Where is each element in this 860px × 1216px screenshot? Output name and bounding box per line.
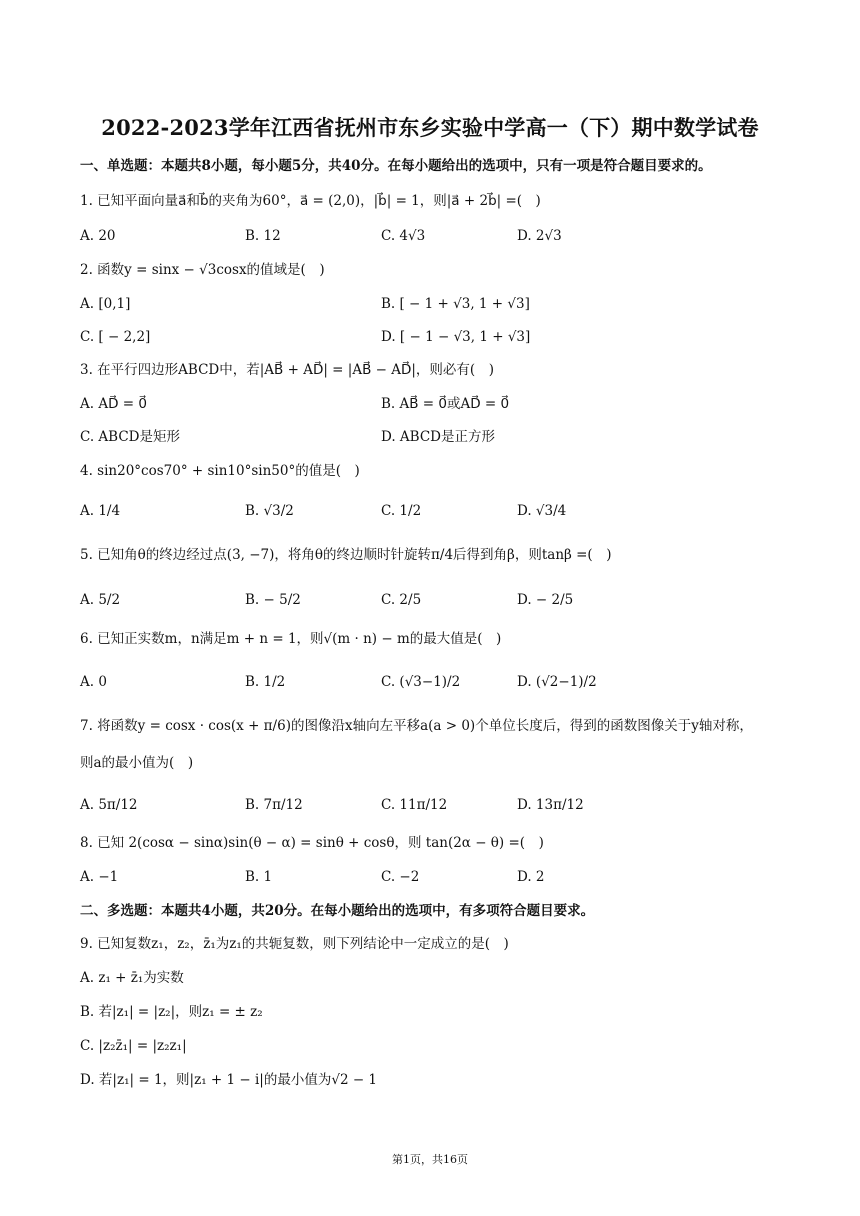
question-4-stem: 4. sin20°cos70° + sin10°sin50°的值是( ) [80, 463, 360, 479]
question-6-option-a: A. 0 [80, 674, 107, 690]
question-2-option-d: D. [ − 1 − √3, 1 + √3] [381, 329, 531, 345]
question-3-option-c: C. ABCD是矩形 [80, 429, 181, 445]
question-8-option-d: D. 2 [517, 869, 545, 885]
question-3-stem: 3. 在平行四边形ABCD中，若|AB⃗ + AD⃗| = |AB⃗ − AD⃗|，则必有( ) [80, 362, 494, 378]
question-2-stem: 2. 函数y = sinx − √3cosx的值域是( ) [80, 262, 325, 278]
question-1-option-a: A. 20 [80, 228, 116, 244]
question-1-option-b: B. 12 [245, 228, 281, 244]
question-3-option-d: D. ABCD是正方形 [381, 429, 495, 445]
question-7-option-c: C. 11π/12 [381, 797, 448, 813]
question-8-option-c: C. −2 [381, 869, 420, 885]
question-7-option-d: D. 13π/12 [517, 797, 584, 813]
page-footer: 第1页，共16页 [392, 1153, 468, 1166]
question-7-option-b: B. 7π/12 [245, 797, 303, 813]
question-7-stem: 7. 将函数y = cosx · cos(x + π/6)的图像沿x轴向左平移a(a > 0)个单位长度后，得到的函数图像关于y轴对称， [80, 718, 753, 734]
question-9-option-b: B. 若|z₁| = |z₂|，则z₁ = ± z₂ [80, 1004, 263, 1020]
question-5-option-a: A. 5/2 [80, 592, 121, 608]
question-8-option-b: B. 1 [245, 869, 273, 885]
question-1-option-c: C. 4√3 [381, 228, 426, 244]
question-9-stem: 9. 已知复数z₁，z₂，z̄₁为z₁的共轭复数，则下列结论中一定成立的是( ) [80, 936, 509, 952]
question-9-option-d: D. 若|z₁| = 1，则|z₁ + 1 − i|的最小值为√2 − 1 [80, 1072, 378, 1088]
page-title: 2022-2023学年江西省抚州市东乡实验中学高一（下）期中数学试卷 [101, 115, 759, 140]
question-7-stem-continued: 则a的最小值为( ) [80, 755, 194, 771]
question-9-option-a: A. z₁ + z̄₁为实数 [80, 970, 184, 986]
question-8-option-a: A. −1 [80, 869, 119, 885]
question-5-stem: 5. 已知角θ的终边经过点(3, −7)，将角θ的终边顺时针旋转π/4后得到角β，则tanβ =( ) [80, 547, 612, 563]
question-2-option-a: A. [0,1] [80, 296, 131, 312]
question-6-option-b: B. 1/2 [245, 674, 286, 690]
question-6-stem: 6. 已知正实数m，n满足m + n = 1，则√(m · n) − m的最大值是( ) [80, 631, 502, 647]
question-1-option-d: D. 2√3 [517, 228, 562, 244]
question-5-option-d: D. − 2/5 [517, 592, 574, 608]
question-7-option-a: A. 5π/12 [80, 797, 138, 813]
question-8-stem: 8. 已知 2(cosα − sinα)sin(θ − α) = sinθ + cosθ，则 tan(2α − θ) =( ) [80, 835, 544, 851]
question-3-option-a: A. AD⃗ = 0⃗ [80, 396, 147, 412]
section-heading-multiple-choice: 二、多选题：本题共4小题，共20分。在每小题给出的选项中，有多项符合题目要求。 [80, 903, 595, 919]
question-2-option-c: C. [ − 2,2] [80, 329, 151, 345]
question-9-option-c: C. |z₂z̄₁| = |z₂z₁| [80, 1038, 187, 1054]
question-6-option-c: C. (√3−1)/2 [381, 674, 461, 690]
question-1-stem: 1. 已知平面向量a⃗和b⃗的夹角为60°，a⃗ = (2,0)，|b⃗| = 1，则|a⃗ + 2b⃗| =( ) [80, 193, 541, 209]
question-2-option-b: B. [ − 1 + √3, 1 + √3] [381, 296, 530, 312]
question-4-option-b: B. √3/2 [245, 503, 294, 519]
question-5-option-b: B. − 5/2 [245, 592, 301, 608]
question-4-option-c: C. 1/2 [381, 503, 422, 519]
section-heading-single-choice: 一、单选题：本题共8小题，每小题5分，共40分。在每小题给出的选项中，只有一项是符合题目要求的。 [80, 158, 712, 174]
question-4-option-d: D. √3/4 [517, 503, 567, 519]
question-6-option-d: D. (√2−1)/2 [517, 674, 597, 690]
question-5-option-c: C. 2/5 [381, 592, 422, 608]
question-3-option-b: B. AB⃗ = 0⃗或AD⃗ = 0⃗ [381, 396, 510, 412]
question-4-option-a: A. 1/4 [80, 503, 121, 519]
